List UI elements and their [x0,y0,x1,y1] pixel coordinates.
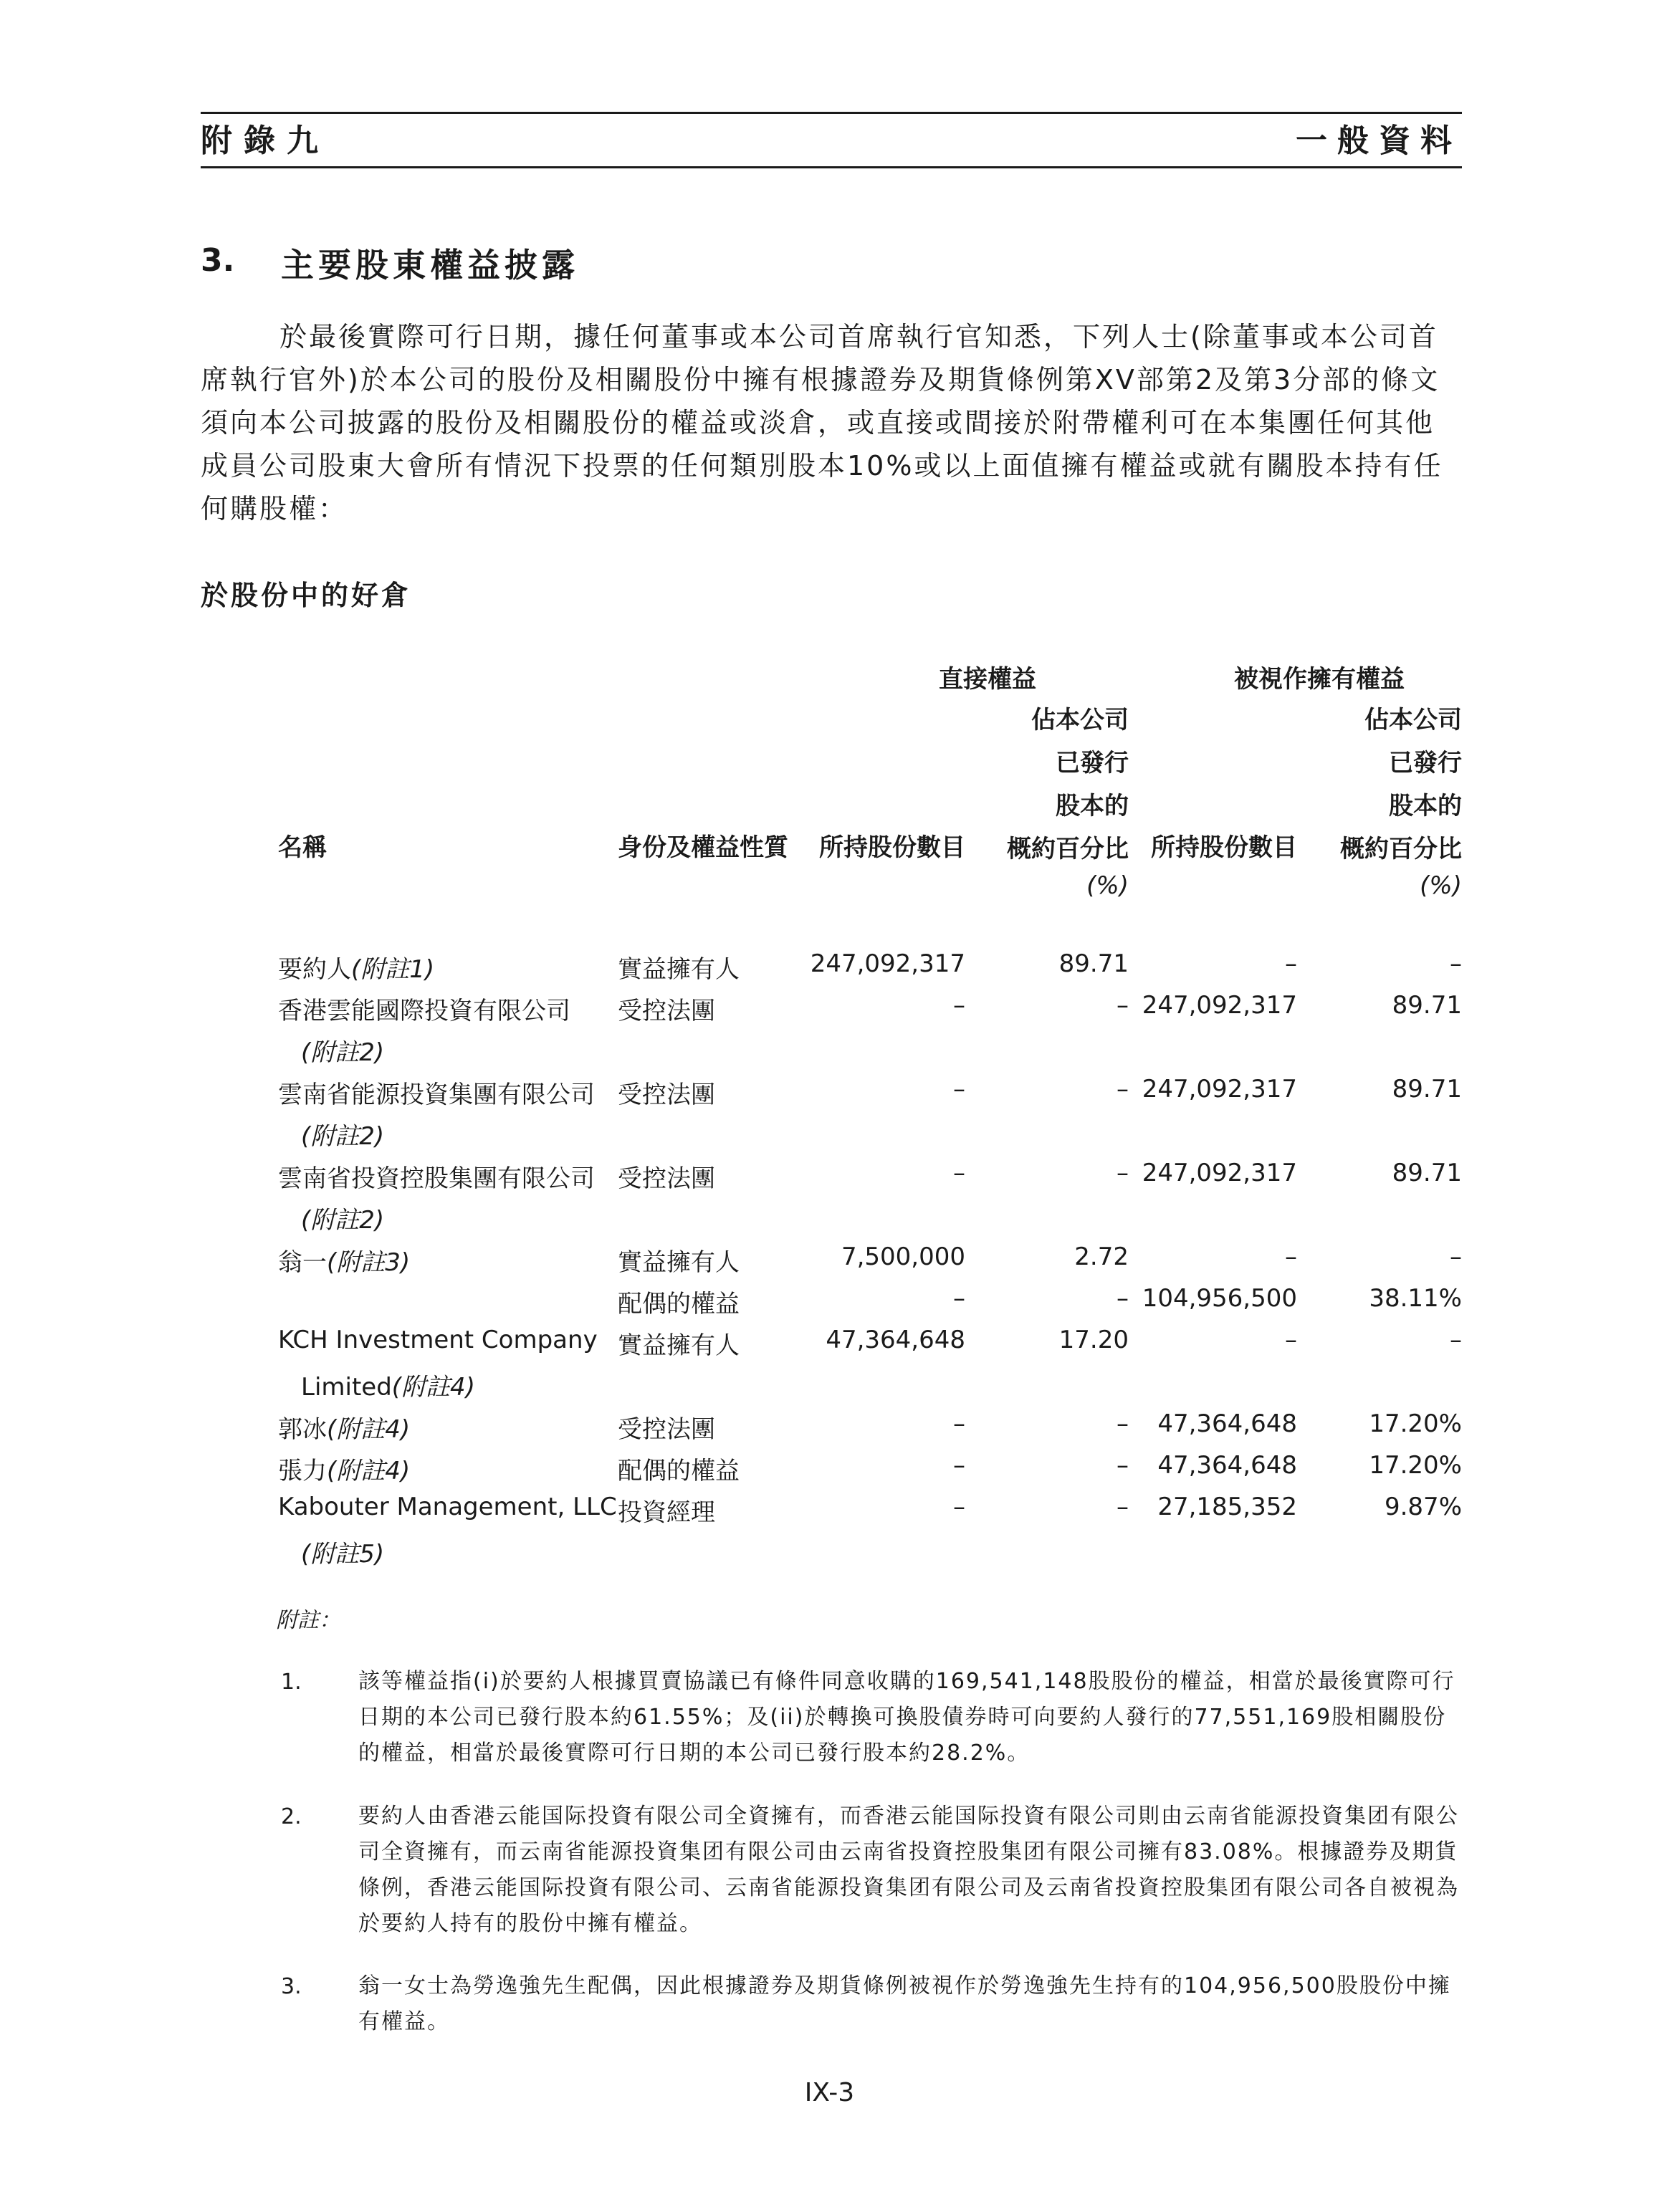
row-direct-shares: – [953,1075,965,1103]
row-deemed-shares: 47,364,648 [1157,1451,1297,1480]
row-name [278,1243,410,1278]
note-number: 3. [281,1974,302,1999]
row-deemed-pct: – [1450,1326,1462,1354]
row-capacity: 實益擁有人 [618,955,740,984]
deemed-pct-header [1340,699,1462,871]
row-deemed-pct: 89.71 [1392,1075,1462,1103]
row-name-continued [301,1367,475,1402]
row-capacity: 受控法團 [618,1164,715,1193]
col-header-direct-shares: 所持股份數目 [819,833,965,862]
row-direct-pct: – [1117,1451,1129,1480]
section-category: 一般資料 [1296,123,1462,159]
row-deemed-pct: 17.20% [1369,1409,1462,1438]
row-direct-shares: – [953,1409,965,1438]
row-name [278,949,434,985]
row-direct-shares: – [953,1451,965,1480]
row-name-text: 雲南省投資控股集團有限公司 [278,1164,595,1193]
row-deemed-shares: – [1285,949,1297,978]
row-direct-shares: – [953,1284,965,1313]
row-direct-shares: – [953,991,965,1020]
row-direct-shares: 247,092,317 [810,949,965,978]
row-note-ref: (附註4) [327,1415,411,1444]
row-name [278,991,570,1026]
row-deemed-shares: – [1285,1243,1297,1271]
row-deemed-shares: 247,092,317 [1142,991,1297,1020]
section-number: 3. [201,242,235,279]
note-number: 1. [281,1670,302,1695]
subheading-long-positions: 於股份中的好倉 [201,580,412,611]
row-capacity: 投資經理 [618,1498,715,1527]
row-note-ref: (附註1) [351,955,435,984]
deemed-pct-header-line4: 概約百分比 [1340,835,1462,863]
row-deemed-pct: 38.11% [1369,1284,1462,1313]
group-header-direct: 直接權益 [939,665,1036,694]
row-deemed-pct: 89.71 [1392,991,1462,1020]
row-capacity: 實益擁有人 [618,1331,740,1360]
row-deemed-shares: 247,092,317 [1142,1075,1297,1103]
row-name [278,1409,410,1445]
section-title: 主要股東權益披露 [281,246,579,284]
direct-pct-header-line3: 股本的 [1056,792,1129,820]
note-text: 翁一女士為勞逸強先生配偶，因此根據證券及期貨條例被視作於勞逸強先生持有的104,956,500股股份中擁有權益。 [358,1973,1451,2034]
group-header-deemed: 被視作擁有權益 [1234,665,1405,694]
intro-paragraph [201,315,1462,530]
row-name-continued [301,1116,384,1152]
direct-pct-unit: (%) [1086,871,1129,900]
row-name-text: Limited [301,1373,392,1402]
intro-paragraph-text: 於最後實際可行日期，據任何董事或本公司首席執行官知悉，下列人士(除董事或本公司首席執行官外)於本公司的股份及相關股份中擁有根據證券及期貨條例第XV部第2及第3分部的條文須向本公司披露的股份及相關股份的權益或淡倉，或直接或間接於附帶權利可在本集團任何其他成員公司股東大會所有情況下投票的任何類別股本10%或以上面值擁有權益或就有關股本持有任何購股權： [201,321,1443,525]
row-direct-shares: 7,500,000 [841,1243,965,1271]
row-name-text: Kabouter Management, LLC [278,1493,617,1521]
row-direct-pct: – [1117,1159,1129,1187]
row-direct-pct: – [1117,1409,1129,1438]
direct-pct-header-line2: 已發行 [1056,749,1129,777]
row-note-ref: (附註5) [301,1540,385,1569]
row-name-continued [301,1534,384,1569]
direct-pct-header-line1: 佔本公司 [1031,706,1129,734]
deemed-pct-header-line3: 股本的 [1389,792,1462,820]
row-direct-shares: – [953,1159,965,1187]
row-deemed-shares: 47,364,648 [1157,1409,1297,1438]
row-deemed-shares: 27,185,352 [1157,1493,1297,1521]
row-deemed-pct: – [1450,1243,1462,1271]
row-direct-pct: – [1117,1284,1129,1313]
col-header-deemed-shares: 所持股份數目 [1151,833,1297,862]
row-capacity: 配偶的權益 [618,1290,740,1318]
row-note-ref: (附註4) [327,1457,411,1485]
row-capacity: 配偶的權益 [618,1457,740,1485]
row-capacity: 受控法團 [618,1081,715,1109]
row-name-text: KCH Investment Company [278,1326,598,1354]
row-note-ref: (附註2) [301,1206,385,1235]
row-direct-shares: – [953,1493,965,1521]
row-name-text: 郭冰 [278,1415,327,1444]
row-deemed-shares: 104,956,500 [1142,1284,1297,1313]
appendix-label: 附錄九 [201,123,330,159]
row-direct-pct: – [1117,1493,1129,1521]
row-deemed-shares: 247,092,317 [1142,1159,1297,1187]
row-name-continued [301,1033,384,1068]
row-deemed-pct: 17.20% [1369,1451,1462,1480]
row-deemed-pct: 9.87% [1384,1493,1462,1521]
row-name [278,1159,595,1194]
row-direct-shares: 47,364,648 [826,1326,965,1354]
row-name-text: 翁一 [278,1248,327,1277]
col-header-capacity: 身份及權益性質 [618,833,788,862]
direct-pct-header-line4: 概約百分比 [1007,835,1129,863]
row-direct-pct: 89.71 [1058,949,1129,978]
note-text: 該等權益指(i)於要約人根據買賣協議已有條件同意收購的169,541,148股股份的權益，相當於最後實際可行日期的本公司已發行股本約61.55%；及(ii)於轉換可換股債券時可向要約人發行的77,551,169股相關股份的權益，相當於最後實際可行日期的本公司已發行股本約28.2%。 [358,1669,1455,1766]
row-deemed-pct: – [1450,949,1462,978]
row-capacity: 受控法團 [618,997,715,1025]
deemed-pct-unit: (%) [1420,871,1462,900]
row-name [278,1075,595,1110]
row-name-text: 香港雲能國際投資有限公司 [278,997,570,1025]
row-name [278,1451,410,1486]
header-top-rule [201,112,1462,114]
row-direct-pct: – [1117,991,1129,1020]
direct-pct-header [1007,699,1129,871]
row-capacity: 受控法團 [618,1415,715,1444]
row-note-ref: (附註3) [327,1248,411,1277]
row-name-text: 雲南省能源投資集團有限公司 [278,1081,595,1109]
row-name [278,1326,598,1354]
header-bottom-rule [201,166,1462,168]
row-name-text: 張力 [278,1457,327,1485]
deemed-pct-header-line2: 已發行 [1389,749,1462,777]
row-direct-pct: 2.72 [1074,1243,1129,1271]
note-number: 2. [281,1804,302,1829]
row-deemed-shares: – [1285,1326,1297,1354]
row-name [278,1493,617,1521]
notes-label: 附註： [276,1608,340,1633]
row-name-text: 要約人 [278,955,351,984]
row-note-ref: (附註2) [301,1122,385,1151]
deemed-pct-header-line1: 佔本公司 [1364,706,1462,734]
row-name-continued [301,1200,384,1235]
row-deemed-pct: 89.71 [1392,1159,1462,1187]
page-number: IX-3 [804,2078,855,2107]
row-direct-pct: 17.20 [1058,1326,1129,1354]
row-capacity: 實益擁有人 [618,1248,740,1277]
row-direct-pct: – [1117,1075,1129,1103]
col-header-name: 名稱 [278,833,327,862]
row-note-ref: (附註4) [391,1373,475,1402]
note-text: 要約人由香港云能国际投資有限公司全資擁有，而香港云能国际投資有限公司則由云南省能源投資集团有限公司全資擁有，而云南省能源投資集团有限公司由云南省投資控股集团有限公司擁有83.08%。根據證券及期貨條例，香港云能国际投資有限公司、云南省能源投資集团有限公司及云南省投資控股集团有限公司各自被視為於要約人持有的股份中擁有權益。 [358,1804,1459,1936]
row-note-ref: (附註2) [301,1038,385,1067]
